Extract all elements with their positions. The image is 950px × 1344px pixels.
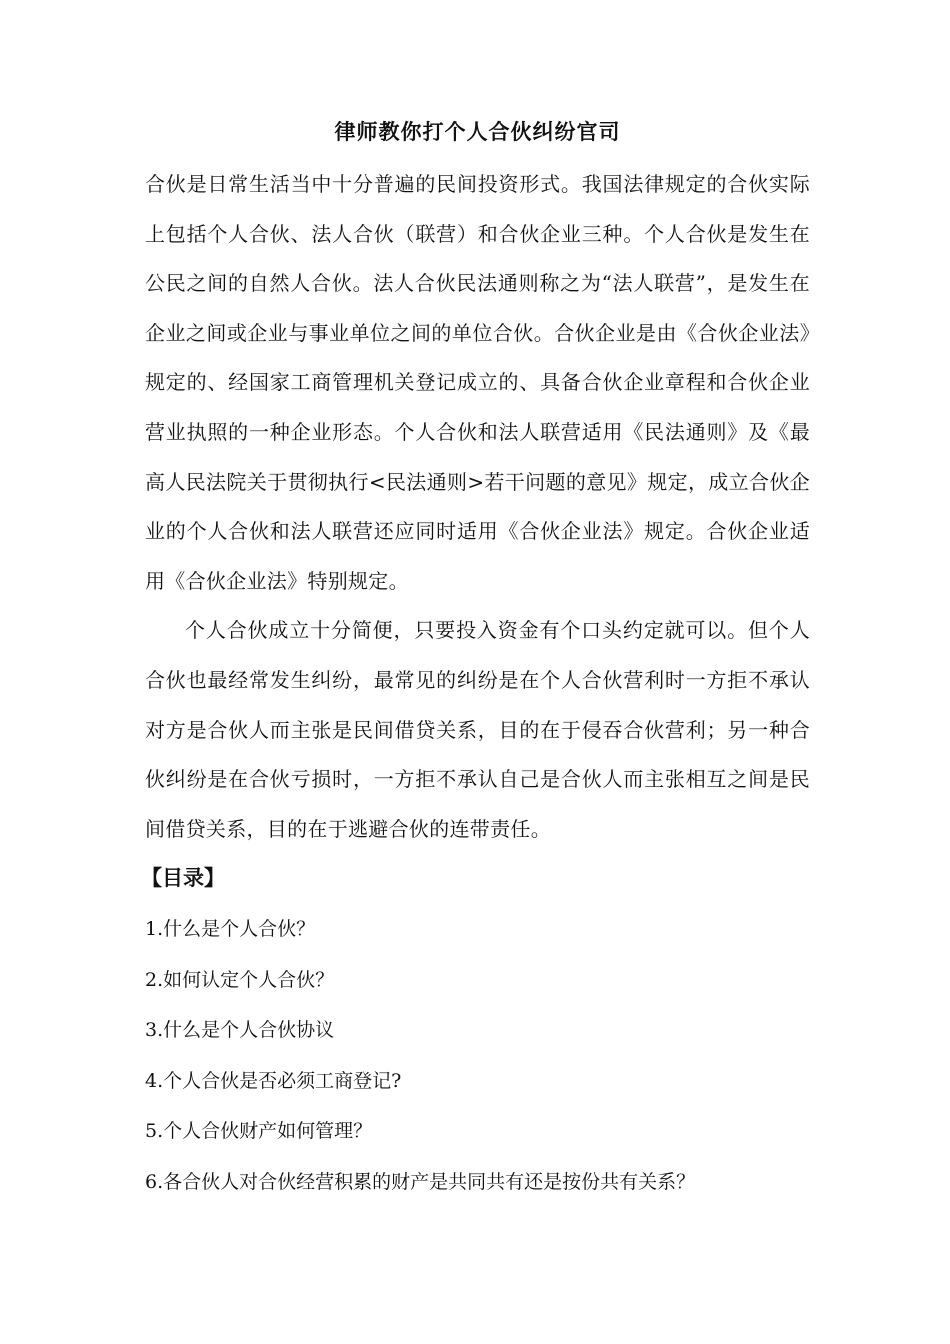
toc-item: 4.个人合伙是否必须工商登记?	[145, 1069, 402, 1092]
toc-item: 2.如何认定个人合伙？	[145, 968, 335, 991]
paragraph-intro: 合伙是日常生活当中十分普遍的民间投资形式。我国法律规定的合伙实际上包括个人合伙、法人合伙（联营）和合伙企业三种。个人合伙是发生在公民之间的自然人合伙。法人合伙民法通则称之为“法人联营”，是发生在企业之间或企业与事业单位之间的单位合伙。合伙企业是由《合伙企业法》规定的、经国家工商管理机关登记成立的、具备合伙企业章程和合伙企业营业执照的一种企业形态。个人合伙和法人联营适用《民法通则》及《最高人民法院关于贯彻执行<民法通则>若干问题的意见》规定，成立合伙企业的个人合伙和法人联营还应同时适用《合伙企业法》规定。合伙企业适用《合伙企业法》特别规定。	[145, 172, 810, 593]
document-title: 律师教你打个人合伙纠纷官司	[334, 120, 621, 144]
table-of-contents	[145, 904, 810, 1207]
toc-item: 5.个人合伙财产如何管理？	[145, 1120, 373, 1143]
toc-heading: 【目录】	[141, 866, 225, 891]
document-body	[141, 110, 810, 1207]
paragraph-disputes: 个人合伙成立十分简便，只要投入资金有个口头约定就可以。但个人合伙也最经常发生纠纷，最常见的纠纷是在个人合伙营利时一方拒不承认对方是合伙人而主张是民间借贷关系，目的在于侵吞合伙营利；另一种合伙纠纷是在合伙亏损时，一方拒不承认自己是合伙人而主张相互之间是民间借贷关系，目的在于逃避合伙的连带责任。	[145, 618, 810, 841]
toc-item: 1.什么是个人合伙？	[145, 918, 316, 941]
toc-item: 3.什么是个人合伙协议	[145, 1019, 335, 1042]
toc-item: 6.各合伙人对合伙经营积累的财产是共同共有还是按份共有关系？	[145, 1170, 696, 1193]
